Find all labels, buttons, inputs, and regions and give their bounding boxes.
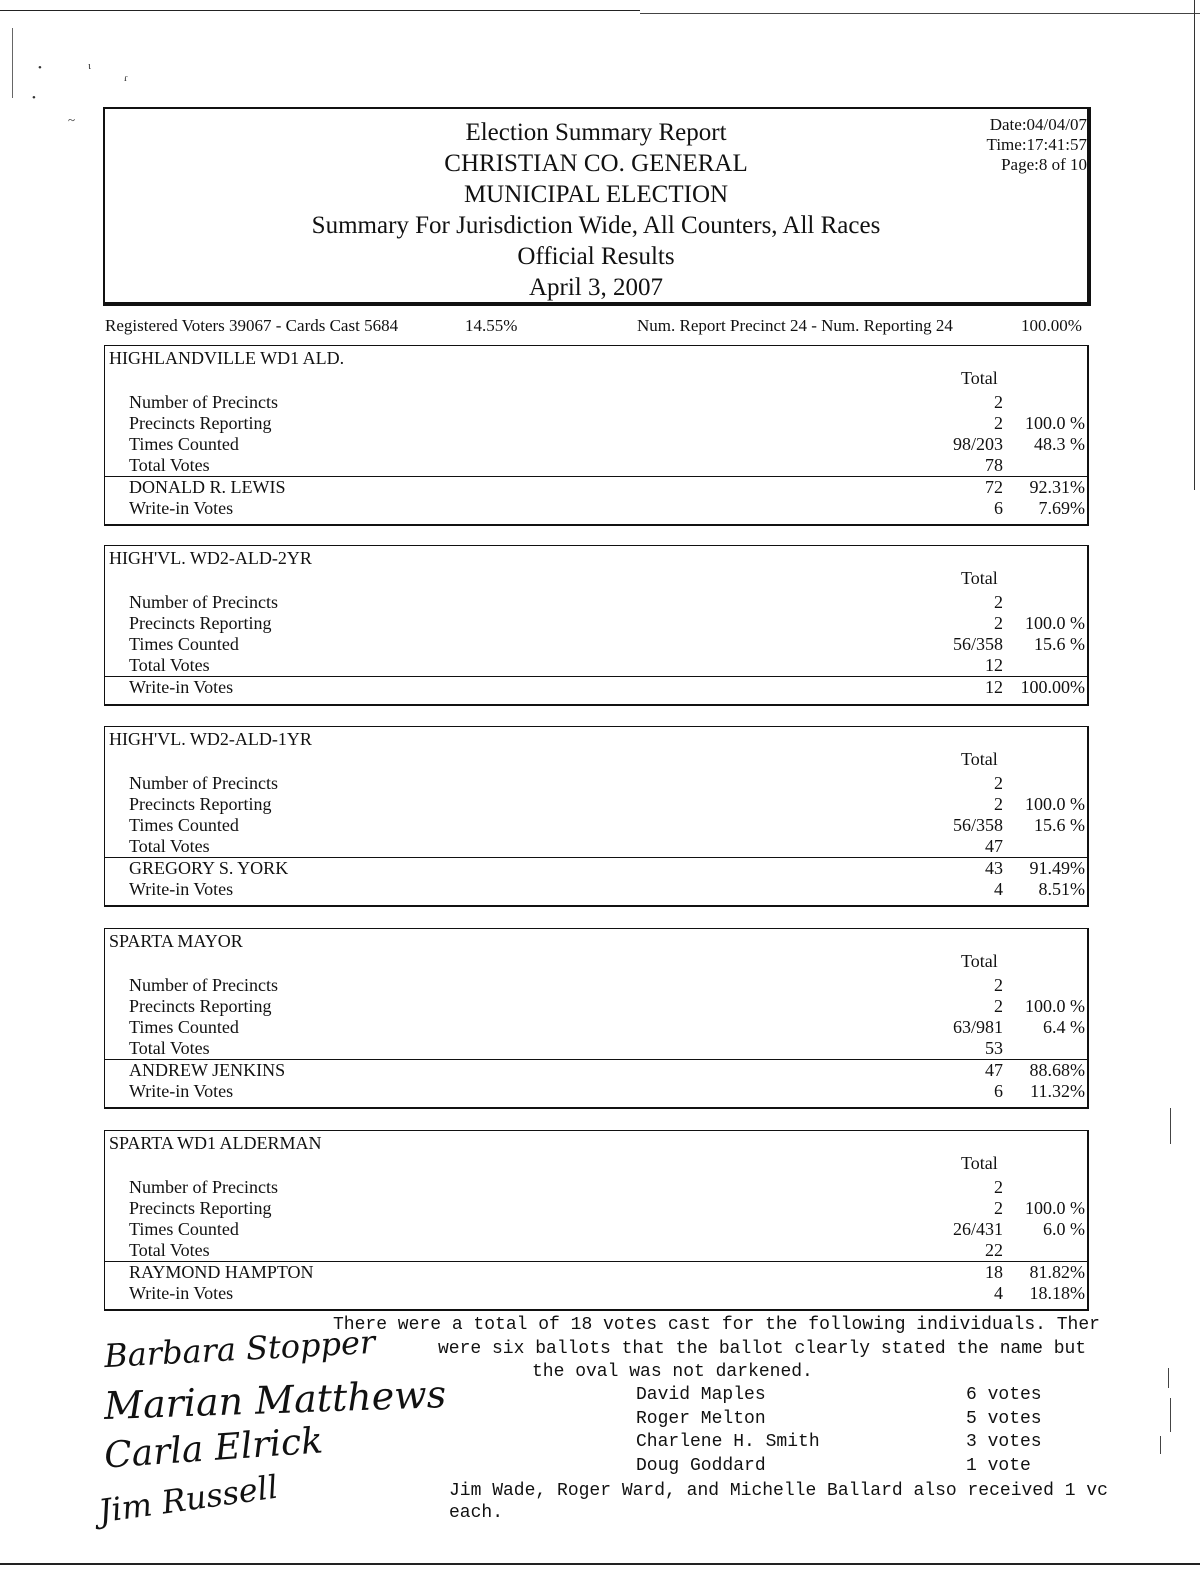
stat-row <box>105 1037 1087 1059</box>
row-value: 18 <box>985 1262 1003 1282</box>
candidate-row <box>105 476 1087 498</box>
signature-2: Marian Matthews <box>103 1372 447 1428</box>
report-status: Official Results <box>517 243 675 270</box>
total-column-header: Total <box>961 368 998 388</box>
row-percent: 100.0 % <box>1025 794 1085 814</box>
scan-speck: • <box>32 92 36 104</box>
report-title-block <box>105 117 1087 303</box>
row-label: Write-in Votes <box>129 879 234 899</box>
row-value: 26/431 <box>952 1219 1003 1239</box>
stat-row <box>105 1218 1087 1240</box>
row-percent: 91.49% <box>1029 858 1085 878</box>
row-percent: 100.00% <box>1020 677 1085 697</box>
writein-votes: 5 votes <box>966 1408 1042 1429</box>
row-label: Number of Precincts <box>129 1177 278 1197</box>
row-percent: 11.32% <box>1030 1081 1085 1101</box>
row-percent: 92.31% <box>1029 477 1085 497</box>
row-value: 2 <box>994 592 1003 612</box>
row-value: 12 <box>985 655 1003 675</box>
row-value: 47 <box>985 836 1003 856</box>
total-column-header: Total <box>961 1153 998 1173</box>
row-label: Total Votes <box>129 836 210 856</box>
candidate-row <box>105 1282 1087 1304</box>
candidate-row <box>105 1080 1087 1102</box>
note-line-1: There were a total of 18 votes cast for the following individuals. Ther <box>333 1315 1100 1335</box>
row-label: ANDREW JENKINS <box>129 1060 286 1080</box>
race-title: HIGH'VL. WD2-ALD-2YR <box>109 548 312 568</box>
stat-row <box>105 412 1087 434</box>
row-value: 4 <box>994 879 1003 899</box>
row-label: Times Counted <box>129 1017 239 1037</box>
row-value: 2 <box>994 613 1003 633</box>
row-percent: 8.51% <box>1038 879 1085 899</box>
stat-row <box>105 1197 1087 1219</box>
report-scope: Summary For Jurisdiction Wide, All Counters, All Races <box>311 212 881 239</box>
writein-name: David Maples <box>636 1385 766 1405</box>
row-percent: 6.0 % <box>1043 1219 1085 1239</box>
row-value: 43 <box>985 858 1003 878</box>
stat-row <box>105 835 1087 857</box>
stat-row <box>105 654 1087 676</box>
scan-edge-right <box>1194 0 1195 490</box>
row-label: Times Counted <box>129 1219 239 1239</box>
candidate-row <box>105 1059 1087 1081</box>
row-label: Times Counted <box>129 815 239 835</box>
report-title: Election Summary Report <box>465 119 727 146</box>
race-box <box>104 1130 1089 1311</box>
row-value: 2 <box>994 1177 1003 1197</box>
signature-1: Barbara Stopper <box>103 1322 377 1376</box>
row-value: 22 <box>985 1240 1003 1260</box>
report-header <box>103 107 1091 306</box>
row-label: Precincts Reporting <box>129 413 272 433</box>
total-column-header: Total <box>961 951 998 971</box>
row-value: 56/358 <box>952 634 1003 654</box>
scan-edge-bottom <box>0 1563 1200 1565</box>
writein-votes: 6 votes <box>966 1385 1042 1405</box>
report-page: Page:8 of 10 <box>1001 155 1087 174</box>
stat-row <box>105 814 1087 836</box>
row-percent: 18.18% <box>1029 1283 1085 1303</box>
scan-speck: • <box>38 62 42 74</box>
note-line-last: Jim Wade, Roger Ward, and Michelle Ballard also received 1 vc <box>449 1481 1108 1501</box>
row-label: Precincts Reporting <box>129 996 272 1016</box>
writein-votes: 1 vote <box>966 1455 1031 1476</box>
candidate-row <box>105 857 1087 879</box>
row-value: 72 <box>985 477 1003 497</box>
row-value: 2 <box>994 773 1003 793</box>
row-label: Times Counted <box>129 434 239 454</box>
row-value: 2 <box>994 1198 1003 1218</box>
scan-mark <box>1170 1108 1171 1144</box>
note-line-2: were six ballots that the ballot clearly stated the name but <box>438 1339 1087 1359</box>
row-value: 63/981 <box>952 1017 1003 1037</box>
scan-edge-top-right <box>640 13 1200 14</box>
stat-row <box>105 454 1087 476</box>
row-value: 2 <box>994 413 1003 433</box>
row-percent: 100.0 % <box>1025 413 1085 433</box>
scan-speck: ~ <box>68 112 76 127</box>
race-box <box>104 928 1089 1109</box>
row-value: 4 <box>994 1283 1003 1303</box>
registered-voters: Registered Voters 39067 - Cards Cast 5684 <box>105 316 399 335</box>
precincts-reporting-summary: Num. Report Precinct 24 - Num. Reporting 24 <box>637 316 953 335</box>
scan-speck: ɾ <box>124 72 128 84</box>
stat-row <box>105 633 1087 655</box>
stat-row <box>105 772 1087 794</box>
row-value: 98/203 <box>952 434 1003 454</box>
row-value: 2 <box>994 975 1003 995</box>
note-line-each: each. <box>449 1503 504 1523</box>
writein-votes: 3 votes <box>966 1432 1042 1452</box>
row-label: Precincts Reporting <box>129 1198 272 1218</box>
row-label: Precincts Reporting <box>129 794 272 814</box>
stat-row <box>105 1239 1087 1261</box>
writein-name: Charlene H. Smith <box>636 1432 820 1452</box>
stat-row <box>105 433 1087 455</box>
candidate-row <box>105 676 1087 698</box>
scan-mark <box>1160 1436 1161 1454</box>
signature-4: Jim Russell <box>96 1467 281 1531</box>
race-title: HIGHLANDVILLE WD1 ALD. <box>109 348 345 368</box>
total-column-header: Total <box>961 568 998 588</box>
stat-row <box>105 591 1087 613</box>
row-value: 2 <box>994 996 1003 1016</box>
stat-row <box>105 1176 1087 1198</box>
row-percent: 6.4 % <box>1043 1017 1085 1037</box>
row-label: Times Counted <box>129 634 239 654</box>
note-line-3: the oval was not darkened. <box>532 1362 813 1382</box>
cards-cast-pct: 14.55% <box>465 316 518 335</box>
precincts-reporting-pct: 100.00% <box>1021 316 1082 335</box>
row-percent: 15.6 % <box>1034 815 1085 835</box>
row-percent: 100.0 % <box>1025 996 1085 1016</box>
writein-name: Doug Goddard <box>636 1455 766 1476</box>
race-title: SPARTA WD1 ALDERMAN <box>109 1133 322 1153</box>
candidate-row <box>105 497 1087 519</box>
writein-name: Roger Melton <box>636 1408 766 1429</box>
race-title: HIGH'VL. WD2-ALD-1YR <box>109 729 312 749</box>
row-value: 2 <box>994 392 1003 412</box>
row-label: Number of Precincts <box>129 392 278 412</box>
row-label: Total Votes <box>129 1240 210 1260</box>
report-date: Date:04/04/07 <box>989 115 1087 134</box>
row-label: Write-in Votes <box>129 1283 234 1303</box>
race-box <box>104 726 1089 907</box>
row-label: Number of Precincts <box>129 773 278 793</box>
row-percent: 88.68% <box>1029 1060 1085 1080</box>
row-percent: 7.69% <box>1038 498 1085 518</box>
row-value: 56/358 <box>952 815 1003 835</box>
row-value: 2 <box>994 794 1003 814</box>
row-label: Write-in Votes <box>129 498 234 518</box>
row-label: Total Votes <box>129 655 210 675</box>
row-label: Total Votes <box>129 1038 210 1058</box>
row-value: 12 <box>985 677 1003 697</box>
stat-row <box>105 974 1087 996</box>
report-election: MUNICIPAL ELECTION <box>463 181 729 208</box>
row-value: 47 <box>985 1060 1003 1080</box>
row-percent: 15.6 % <box>1034 634 1085 654</box>
row-label: Write-in Votes <box>129 1081 234 1101</box>
stat-row <box>105 995 1087 1017</box>
scan-speck: ɩ <box>88 60 91 72</box>
total-column-header: Total <box>961 749 998 769</box>
race-box <box>104 345 1089 526</box>
row-label: Write-in Votes <box>129 677 234 697</box>
row-label: Precincts Reporting <box>129 613 272 633</box>
stat-row <box>105 793 1087 815</box>
candidate-row <box>105 878 1087 900</box>
stat-row <box>105 612 1087 634</box>
scan-mark <box>1170 1398 1171 1432</box>
report-election-date: April 3, 2007 <box>528 274 664 301</box>
row-value: 6 <box>994 1081 1003 1101</box>
signature-3: Carla Elrick <box>102 1420 325 1477</box>
report-county: CHRISTIAN CO. GENERAL <box>444 150 748 177</box>
row-label: Total Votes <box>129 455 210 475</box>
scan-mark <box>1168 1368 1169 1388</box>
report-time: Time:17:41:57 <box>986 135 1087 154</box>
row-label: GREGORY S. YORK <box>129 858 289 878</box>
row-value: 6 <box>994 498 1003 518</box>
row-percent: 81.82% <box>1029 1262 1085 1282</box>
row-value: 78 <box>985 455 1003 475</box>
row-percent: 100.0 % <box>1025 613 1085 633</box>
stat-row <box>105 391 1087 413</box>
race-box <box>104 545 1089 706</box>
row-label: DONALD R. LEWIS <box>129 477 286 497</box>
row-label: Number of Precincts <box>129 975 278 995</box>
scan-edge-top <box>0 10 640 11</box>
stat-row <box>105 1016 1087 1038</box>
row-value: 53 <box>985 1038 1003 1058</box>
row-label: Number of Precincts <box>129 592 278 612</box>
race-title: SPARTA MAYOR <box>109 931 243 951</box>
row-label: RAYMOND HAMPTON <box>129 1262 314 1282</box>
row-percent: 100.0 % <box>1025 1198 1085 1218</box>
candidate-row <box>105 1261 1087 1283</box>
row-percent: 48.3 % <box>1034 434 1085 454</box>
report-meta <box>987 115 1087 175</box>
scan-edge-left <box>12 28 13 98</box>
